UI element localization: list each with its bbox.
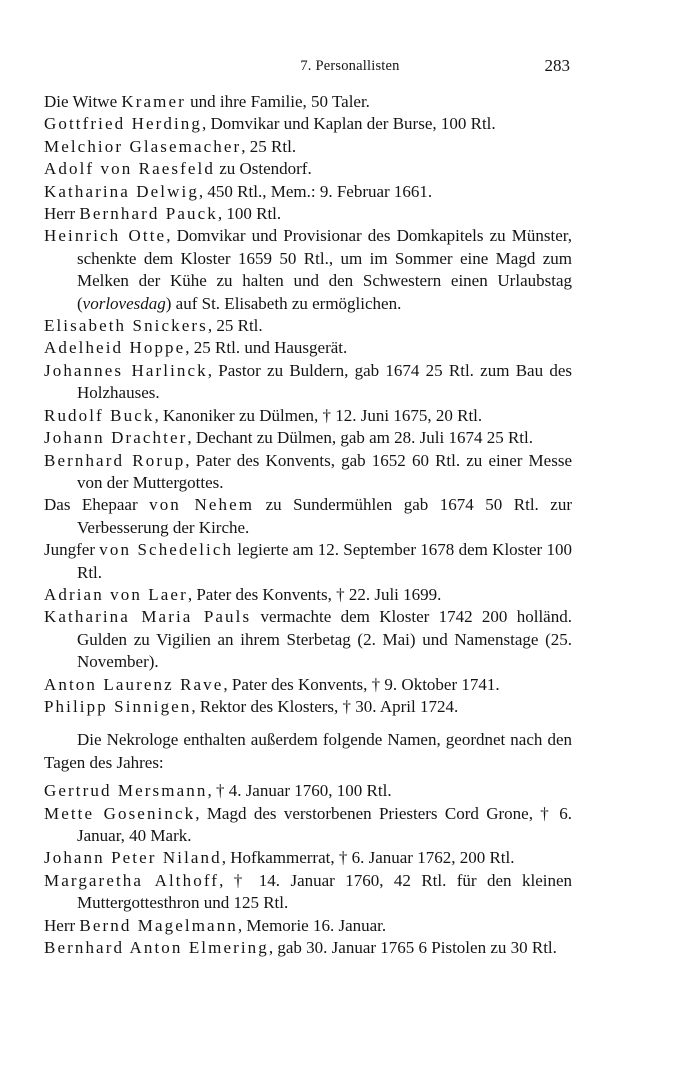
entry-text: , 25 Rtl. — [241, 136, 297, 156]
entry-text: und ihre Familie, 50 Taler. — [185, 92, 370, 111]
entry — [44, 203, 572, 225]
person-name: Adrian von Laer — [44, 584, 188, 604]
entry-text: , Memorie 16. Januar. — [237, 915, 387, 935]
person-name: Johann Peter Niland — [44, 848, 222, 868]
person-name: Kramer — [121, 92, 186, 111]
entry-prefix: Herr — [44, 915, 80, 935]
person-name: Katharina Delwig — [44, 181, 199, 201]
entry — [44, 803, 572, 848]
person-name: von Nehem — [149, 495, 255, 515]
person-name: Katharina Maria Pauls — [44, 607, 252, 627]
entry-prefix: Herr — [44, 204, 80, 224]
person-name: Gertrud Mersmann — [44, 781, 208, 801]
entry — [44, 158, 572, 180]
person-name: Bernhard Anton Elmering — [44, 938, 269, 958]
entry — [44, 696, 572, 718]
entry-text: , Hofkammerrat, † 6. Januar 1762, 200 Rtl. — [221, 848, 515, 868]
entry — [44, 494, 572, 539]
entry — [44, 870, 572, 915]
entry-text: , gab 30. Januar 1765 6 Pistolen zu 30 Rtl. — [268, 938, 557, 958]
entry-text: , Dechant zu Dülmen, gab am 28. Juli 1674 25 Rtl. — [187, 428, 533, 448]
entry — [44, 427, 572, 449]
person-name: Bernhard Rorup — [44, 450, 186, 470]
person-name: Mette Goseninck — [44, 803, 196, 823]
entry — [44, 113, 572, 135]
entry-text: zu Ostendorf. — [214, 159, 312, 179]
entry-text: , Pastor zu Buldern, gab 1674 25 Rtl. zum Bau des Holzhauses. — [77, 360, 573, 403]
person-name: Elisabeth Snickers — [44, 316, 208, 336]
person-name: Philipp Sinnigen — [44, 696, 192, 716]
entry-text: , 25 Rtl. und Hausgerät. — [185, 338, 348, 358]
person-name: von Schedelich — [99, 540, 234, 560]
person-name: Heinrich Otte — [44, 226, 167, 246]
running-title: 7. Personallisten — [300, 58, 400, 74]
person-name: Melchior Glasemacher — [44, 136, 242, 156]
person-name: Margaretha Althoff — [44, 870, 220, 890]
entry — [44, 91, 572, 113]
entry — [44, 780, 572, 802]
entry — [44, 915, 572, 937]
person-name: Rudolf Buck — [44, 405, 155, 425]
person-name: Gottfried Herding — [44, 114, 202, 134]
entry-text: , 25 Rtl. — [207, 316, 263, 336]
page-header — [0, 58, 700, 78]
entry — [44, 360, 572, 405]
entry-text: , Pater des Konvents, † 9. Oktober 1741. — [223, 674, 500, 694]
entry — [44, 937, 572, 959]
entry-text: vermachte dem Kloster 1742 200 holländ. Gulden zu Vigilien an ihrem Sterbetag (2. Mai) und Namenstage (25. November). — [77, 607, 572, 672]
person-name: Anton Laurenz Rave — [44, 674, 224, 694]
person-name: Adolf von Raesfeld — [44, 159, 215, 179]
entry — [44, 337, 572, 359]
entry-text: legierte am 12. September 1678 dem Kloster 100 Rtl. — [77, 540, 573, 582]
entry — [44, 584, 572, 606]
entry-text: , † 4. Januar 1760, 100 Rtl. — [207, 781, 392, 801]
entry — [44, 539, 572, 584]
entry-text: , Rektor des Klosters, † 30. April 1724. — [191, 696, 459, 716]
donor-list — [44, 91, 572, 718]
entry-text-cont: ) auf St. Elisabeth zu ermöglichen. — [165, 293, 402, 313]
entry-prefix: Jungfer — [44, 540, 100, 560]
entry-text: , 450 Rtl., Mem.: 9. Februar 1661. — [198, 181, 433, 201]
entry — [44, 450, 572, 495]
entry — [44, 136, 572, 158]
entry-prefix: Das Ehepaar — [44, 495, 150, 515]
entry-text: , Pater des Konvents, gab 1652 60 Rtl. zu einer Messe von der Muttergottes. — [77, 450, 572, 492]
person-name: Adelheid Hoppe — [44, 338, 186, 358]
entry — [44, 225, 572, 315]
entry-prefix: Die Witwe — [44, 92, 122, 111]
page-body — [44, 91, 572, 959]
entry — [44, 181, 572, 203]
entry — [44, 606, 572, 673]
necrology-paragraph: Die Nekrologe enthalten außerdem folgende Namen, geordnet nach den Tagen des Jahres: — [44, 730, 572, 772]
entry-text: , Kanoniker zu Dülmen, † 12. Juni 1675, 20 Rtl. — [154, 405, 483, 425]
entry — [44, 674, 572, 696]
person-name: Bernhard Pauck — [79, 204, 218, 224]
entry-text: zu Sundermühlen gab 1674 50 Rtl. zur Verbesserung der Kirche. — [77, 495, 572, 537]
necrology-list — [44, 780, 572, 959]
entry-text: , 100 Rtl. — [217, 204, 282, 224]
entry — [44, 315, 572, 337]
entry-text: , Magd des verstorbenen Priesters Cord Grone, † 6. Januar, 40 Mark. — [77, 803, 573, 845]
page-number: 283 — [544, 56, 570, 75]
entry-text: , Pater des Konvents, † 22. Juli 1699. — [187, 584, 442, 604]
person-name: Johann Drachter — [44, 428, 188, 448]
person-name: Bernd Magelmann — [79, 915, 238, 935]
entry-italic: vorlovesdag — [82, 293, 166, 313]
entry — [44, 405, 572, 427]
entry — [44, 847, 572, 869]
person-name: Johannes Harlinck — [44, 360, 208, 380]
entry-text: , Domvikar und Kaplan der Burse, 100 Rtl. — [201, 114, 496, 134]
entry-text: , † 14. Januar 1760, 42 Rtl. für den kleinen Muttergottesthron und 125 Rtl. — [77, 870, 573, 913]
entry-text: , Domvikar und Provisionar des Domkapitels zu Münster, schenkte dem Kloster 1659 50 Rtl., um im Sommer eine Magd zum Melken der Kühe zu halten und den Schwestern einen Urlaubstag ( — [77, 226, 572, 313]
